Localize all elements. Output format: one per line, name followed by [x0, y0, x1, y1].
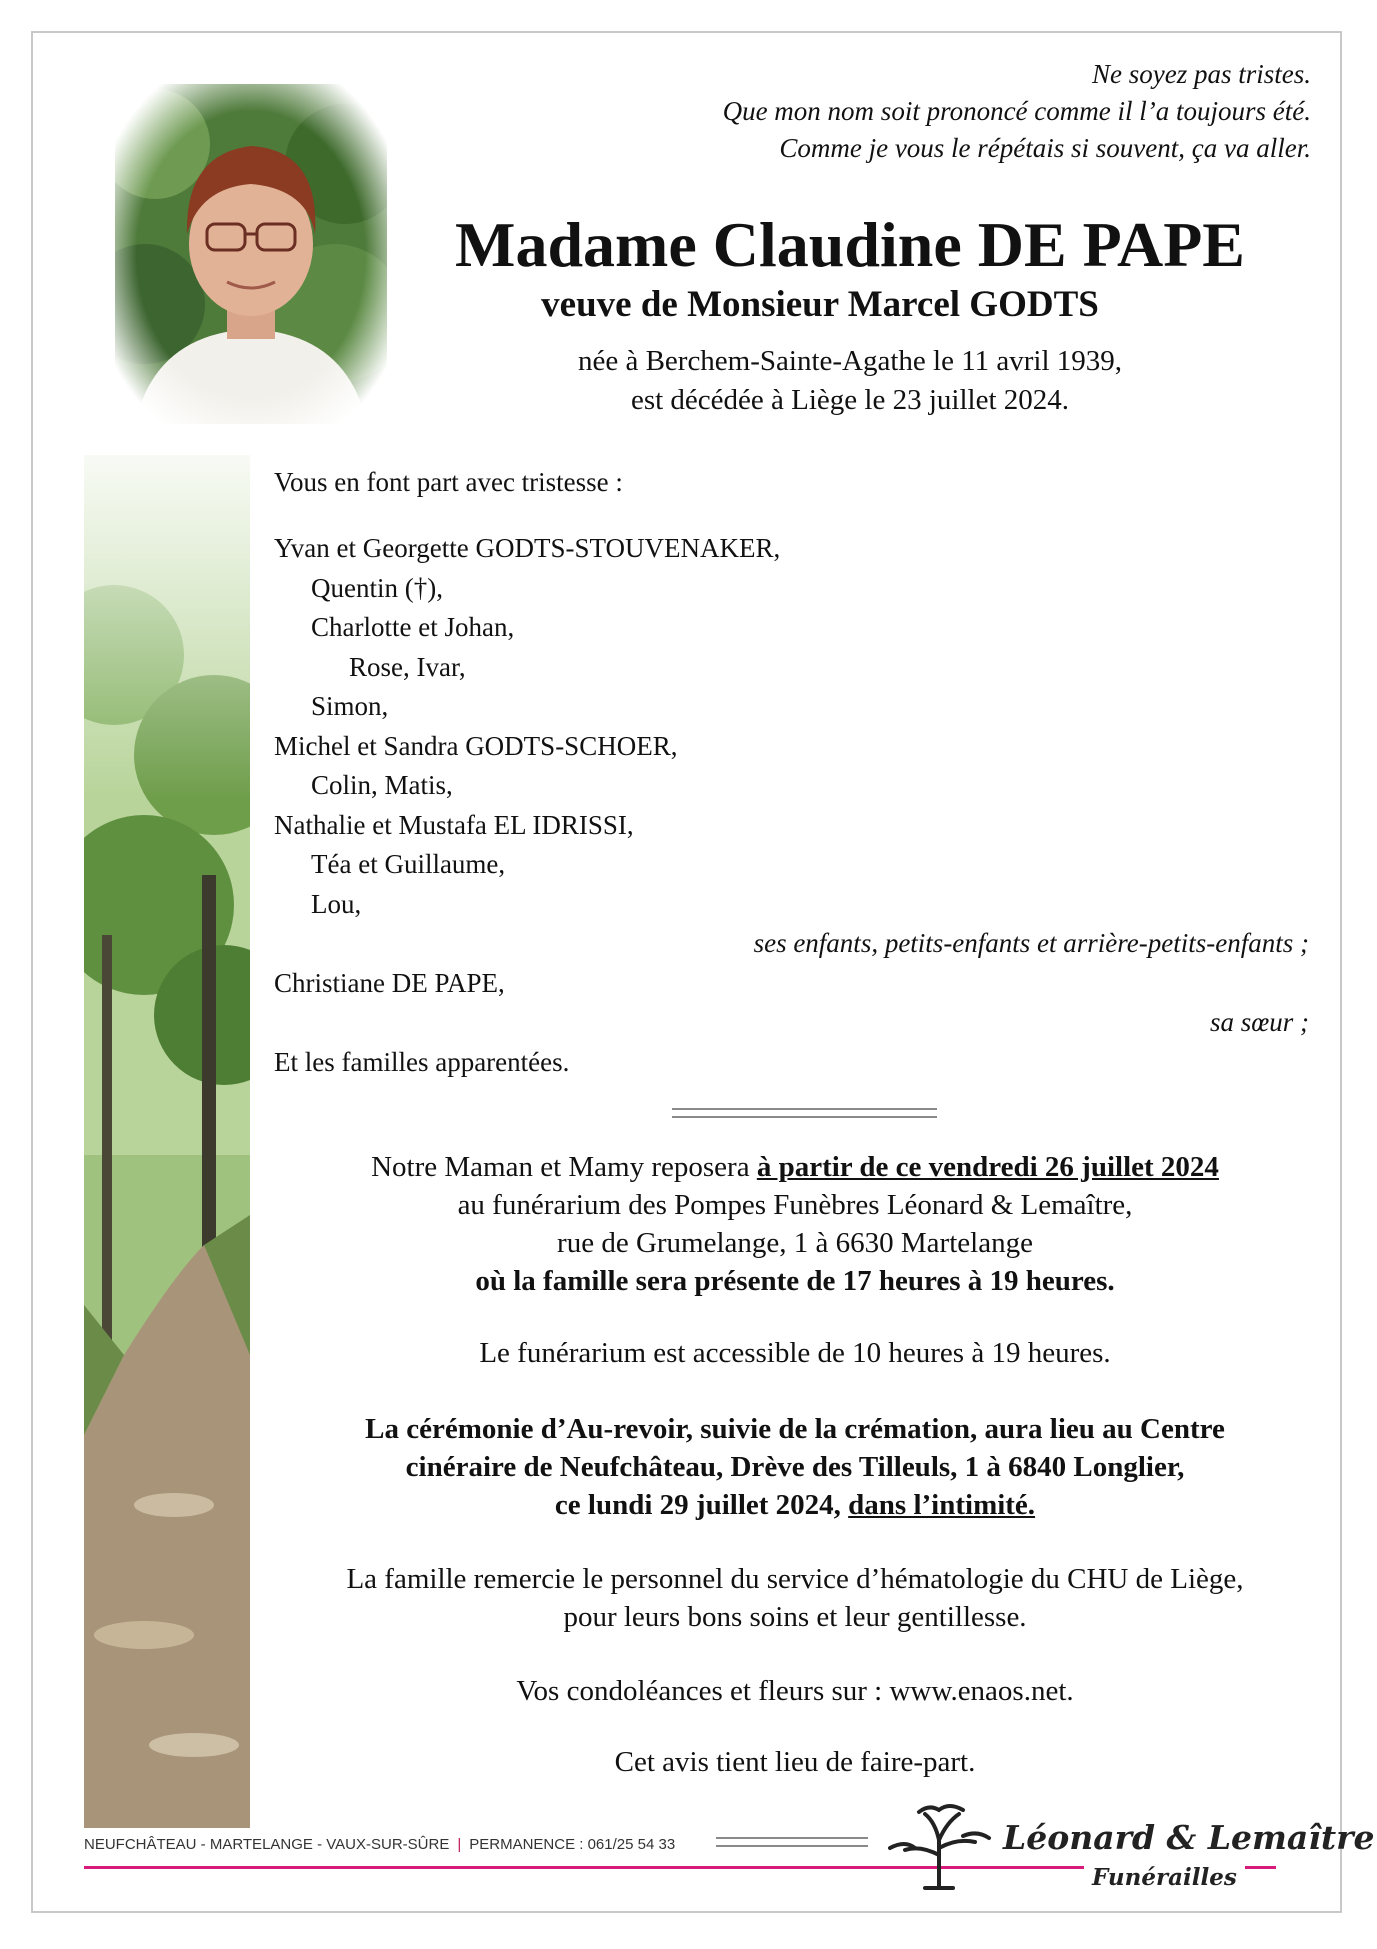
thanks-text	[270, 1560, 1320, 1636]
visitation-text: Notre Maman et Mamy reposera	[371, 1151, 757, 1183]
deceased-name: Madame Claudine DE PAPE	[455, 209, 1245, 280]
life-dates	[450, 342, 1250, 420]
visitation-line	[270, 1148, 1320, 1186]
ceremony-line: La cérémonie d’Au-revoir, suivie de la crémation, aura lieu au Centre	[365, 1413, 1225, 1445]
footer-divider	[716, 1837, 868, 1847]
forest-path-image	[84, 455, 250, 1828]
death-line: est décédée à Liège le 23 juillet 2024.	[630, 384, 1070, 416]
visitation-address: rue de Grumelange, 1 à 6630 Martelange	[557, 1227, 1033, 1259]
family-member: Charlotte et Johan,	[311, 612, 515, 642]
ceremony-line: cinéraire de Neufchâteau, Drève des Tilleuls, 1 à 6840 Longlier,	[405, 1451, 1185, 1483]
relation-children: ses enfants, petits-enfants et arrière-petits-enfants ;	[753, 928, 1309, 958]
footer-phone: PERMANENCE : 061/25 54 33	[469, 1836, 676, 1853]
epigraph-line: Que mon nom soit prononcé comme il l’a toujours été.	[722, 96, 1311, 126]
access-hours: Le funérarium est accessible de 10 heures à 19 heures.	[479, 1337, 1111, 1369]
notice-text: Cet avis tient lieu de faire-part.	[614, 1746, 976, 1778]
visitation-location: au funérarium des Pompes Funèbres Léonard & Lemaître,	[457, 1189, 1133, 1221]
epigraph-line: Ne soyez pas tristes.	[1092, 59, 1311, 89]
epigraph	[551, 56, 1311, 167]
family-member: Colin, Matis,	[311, 770, 453, 800]
family-member: Lou,	[311, 889, 362, 919]
family-member: Téa et Guillaume,	[311, 849, 506, 879]
tree-logo-icon	[885, 1800, 993, 1890]
visitation-info	[270, 1148, 1320, 1300]
visitation-date: à partir de ce vendredi 26 juillet 2024	[756, 1151, 1219, 1183]
condolences-text: Vos condoléances et fleurs sur : www.enaos.net.	[516, 1675, 1074, 1707]
family-member: Rose, Ivar,	[349, 652, 466, 682]
brand-name: Léonard & Lemaître	[1003, 1818, 1375, 1857]
family-member: Quentin (†),	[311, 573, 443, 603]
ceremony-date: ce lundi 29 juillet 2024,	[554, 1489, 849, 1521]
closing-text: Et les familles apparentées.	[274, 1047, 570, 1077]
ceremony-info	[270, 1410, 1320, 1524]
intro-text: Vous en font part avec tristesse :	[274, 467, 623, 497]
epigraph-line: Comme je vous le répétais si souvent, ça va aller.	[779, 133, 1311, 163]
ceremony-line	[270, 1486, 1320, 1524]
brand-subtitle: Funérailles	[1084, 1864, 1245, 1891]
footer-locations: NEUFCHÂTEAU - MARTELANGE - VAUX-SUR-SÛRE	[84, 1836, 450, 1853]
footer-info	[84, 1836, 675, 1853]
ceremony-privacy: dans l’intimité.	[848, 1489, 1036, 1521]
family-member: Yvan et Georgette GODTS-STOUVENAKER,	[274, 533, 781, 563]
section-divider	[672, 1108, 937, 1118]
family-member: Michel et Sandra GODTS-SCHOER,	[274, 731, 678, 761]
family-member: Nathalie et Mustafa EL IDRISSI,	[274, 810, 634, 840]
birth-line: née à Berchem-Sainte-Agathe le 11 avril 1939,	[577, 345, 1123, 377]
relation-sister: sa sœur ;	[1209, 1007, 1309, 1037]
spouse-line: veuve de Monsieur Marcel GODTS	[541, 284, 1099, 325]
thanks-line: pour leurs bons soins et leur gentillesse.	[563, 1601, 1027, 1633]
portrait-photo	[115, 84, 387, 424]
visitation-hours: où la famille sera présente de 17 heures à 19 heures.	[475, 1265, 1115, 1297]
footer-separator: |	[457, 1836, 462, 1853]
thanks-line: La famille remercie le personnel du service d’hématologie du CHU de Liège,	[346, 1563, 1244, 1595]
family-member: Simon,	[311, 691, 389, 721]
sister-name: Christiane DE PAPE,	[274, 968, 505, 998]
